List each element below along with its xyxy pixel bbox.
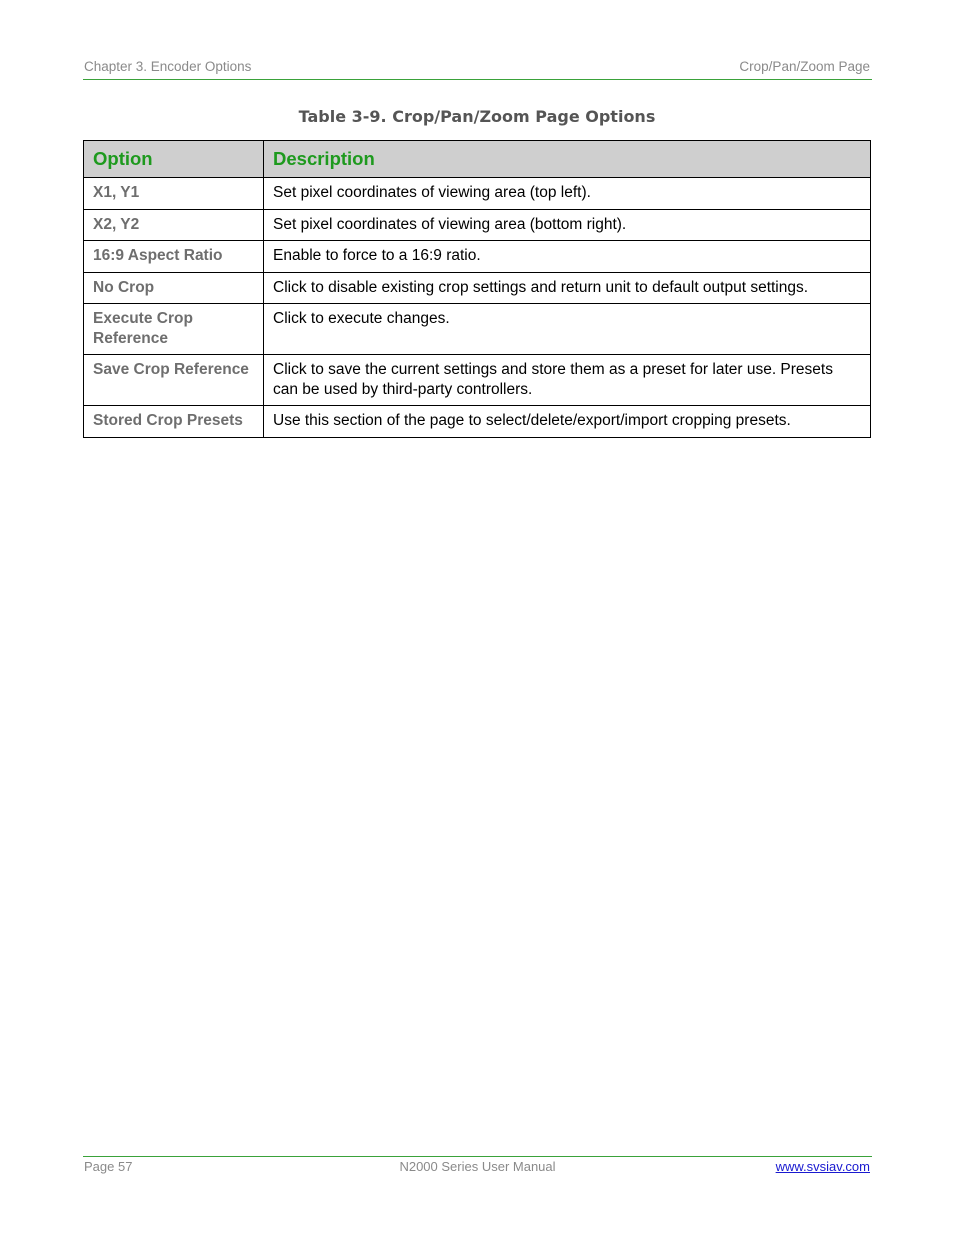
website-link[interactable]: www.svsiav.com [775, 1159, 870, 1174]
table-row [84, 178, 871, 210]
table-row [84, 304, 871, 355]
option-cell: X1, Y1 [84, 178, 264, 210]
page-header [83, 58, 872, 80]
description-cell: Click to save the current settings and store them as a preset for later use. Presets can be used by third-party controllers. [264, 355, 871, 406]
header-section: Crop/Pan/Zoom Page [739, 59, 870, 74]
options-table [83, 140, 871, 438]
table-header-row [84, 141, 871, 178]
column-header-description: Description [264, 141, 871, 178]
description-cell: Click to execute changes. [264, 304, 871, 355]
description-cell: Set pixel coordinates of viewing area (top left). [264, 178, 871, 210]
column-header-option: Option [84, 141, 264, 178]
table-row [84, 272, 871, 304]
description-cell: Set pixel coordinates of viewing area (bottom right). [264, 209, 871, 241]
option-cell: X2, Y2 [84, 209, 264, 241]
description-cell: Click to disable existing crop settings and return unit to default output settings. [264, 272, 871, 304]
option-cell: Execute Crop Reference [84, 304, 264, 355]
table-row [84, 209, 871, 241]
option-cell: 16:9 Aspect Ratio [84, 241, 264, 273]
table-caption: Table 3-9. Crop/Pan/Zoom Page Options [298, 107, 656, 126]
option-cell: Save Crop Reference [84, 355, 264, 406]
manual-title: N2000 Series User Manual [399, 1159, 556, 1174]
page-number: Page 57 [84, 1159, 133, 1174]
table-row [84, 355, 871, 406]
option-cell: No Crop [84, 272, 264, 304]
table-row [84, 241, 871, 273]
description-cell: Use this section of the page to select/delete/export/import cropping presets. [264, 406, 871, 438]
page-footer [83, 1156, 872, 1177]
option-cell: Stored Crop Presets [84, 406, 264, 438]
description-cell: Enable to force to a 16:9 ratio. [264, 241, 871, 273]
header-chapter: Chapter 3. Encoder Options [84, 59, 252, 74]
table-row [84, 406, 871, 438]
